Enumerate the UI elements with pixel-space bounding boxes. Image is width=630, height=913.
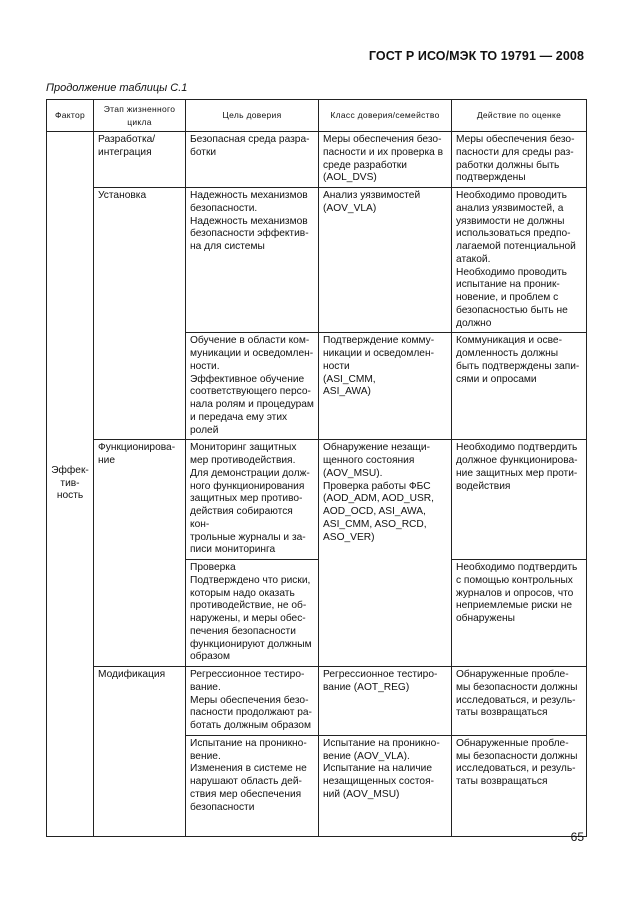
stage-cell: Установка — [94, 188, 186, 440]
goal-cell: Безопасная среда разра- ботки — [186, 132, 319, 188]
table-caption: Продолжение таблицы С.1 — [46, 82, 188, 94]
goal-cell: Мониторинг защитных мер противодействия. Для демонстрации долж- ного функционирования защитных мер противо- действия собираются кон- трольные журналы и за- писи мониторинга — [186, 440, 319, 560]
goal-cell: Испытание на проникно- вение. Изменения в системе не нарушают область дей- ствия мер обеспечения безопасности — [186, 735, 319, 836]
stage-cell: Модификация — [94, 667, 186, 837]
table-header-row — [47, 100, 587, 132]
class-cell: Испытание на проникно- вение (AOV_VLA). Испытание на наличие незащищенных состоя- ний (AOV_MSU) — [319, 735, 452, 836]
class-cell: Регрессионное тестиро- вание (AOT_REG) — [319, 667, 452, 736]
column-header-assurance-goal: Цель доверия — [186, 100, 319, 132]
column-header-evaluation-action: Действие по оценке — [452, 100, 587, 132]
action-cell: Необходимо проводить анализ уязвимостей, а уязвимости не должны использоваться предпо- лагаемой потенциальной атакой. Необходимо проводить испытание на проник- новение, и проблем с безопасностью быть не должно — [452, 188, 587, 333]
column-header-factor: Фактор — [47, 100, 94, 132]
factor-cell: Эффек- тив- ность — [47, 132, 94, 837]
action-cell: Обнаруженные пробле- мы безопасности должны исследоваться, и резуль- таты возвращаться — [452, 735, 587, 836]
class-cell: Обнаружение незащи- щенного состояния (AOV_MSU). Проверка работы ФБС (AOD_ADM, AOD_USR, AOD_OCD, ASI_AWA, ASI_CMM, ASO_RCD, ASO_VER) — [319, 440, 452, 667]
column-header-assurance-class: Класс доверия/семейство — [319, 100, 452, 132]
document-header: ГОСТ Р ИСО/МЭК ТО 19791 — 2008 — [368, 49, 584, 63]
stage-cell: Функционирова- ние — [94, 440, 186, 667]
assurance-table — [46, 99, 587, 837]
action-cell: Меры обеспечения безо- пасности для среды раз- работки должны быть подтверждены — [452, 132, 587, 188]
class-cell: Меры обеспечения безо- пасности и их проверка в среде разработки (AOL_DVS) — [319, 132, 452, 188]
action-cell: Необходимо подтвердить должное функционирова- ние защитных мер проти- водействия — [452, 440, 587, 560]
action-cell: Необходимо подтвердить с помощью контрольных журналов и опросов, что неприемлемые риски не обнаружены — [452, 560, 587, 667]
action-cell: Коммуникация и осве- домленность должны быть подтверждены запи- сями и опросами — [452, 333, 587, 440]
table-row — [47, 132, 587, 188]
table-row — [47, 188, 587, 333]
column-header-lifecycle-stage: Этап жизненного цикла — [94, 100, 186, 132]
goal-cell: Регрессионное тестиро- вание. Меры обеспечения безо- пасности продолжают ра- ботать должным образом — [186, 667, 319, 736]
action-cell: Обнаруженные пробле- мы безопасности должны исследоваться, и резуль- таты возвращаться — [452, 667, 587, 736]
class-cell: Анализ уязвимостей (AOV_VLA) — [319, 188, 452, 333]
stage-cell: Разработка/ интеграция — [94, 132, 186, 188]
table-row — [47, 440, 587, 560]
goal-cell: Проверка Подтверждено что риски, которым надо оказать противодействие, не об- наружены, и меры обес- печения безопасности функционируют должным образом — [186, 560, 319, 667]
goal-cell: Надежность механизмов безопасности. Надежность механизмов безопасности эффектив- на для системы — [186, 188, 319, 333]
page-number: 65 — [570, 830, 584, 844]
table-row — [47, 667, 587, 736]
goal-cell: Обучение в области ком- муникации и осведомлен- ности. Эффективное обучение соответствующего персо- нала ролям и процедурам и передача ему этих ролей — [186, 333, 319, 440]
class-cell: Подтверждение комму- никации и осведомлен- ности (ASI_CMM, ASI_AWA) — [319, 333, 452, 440]
